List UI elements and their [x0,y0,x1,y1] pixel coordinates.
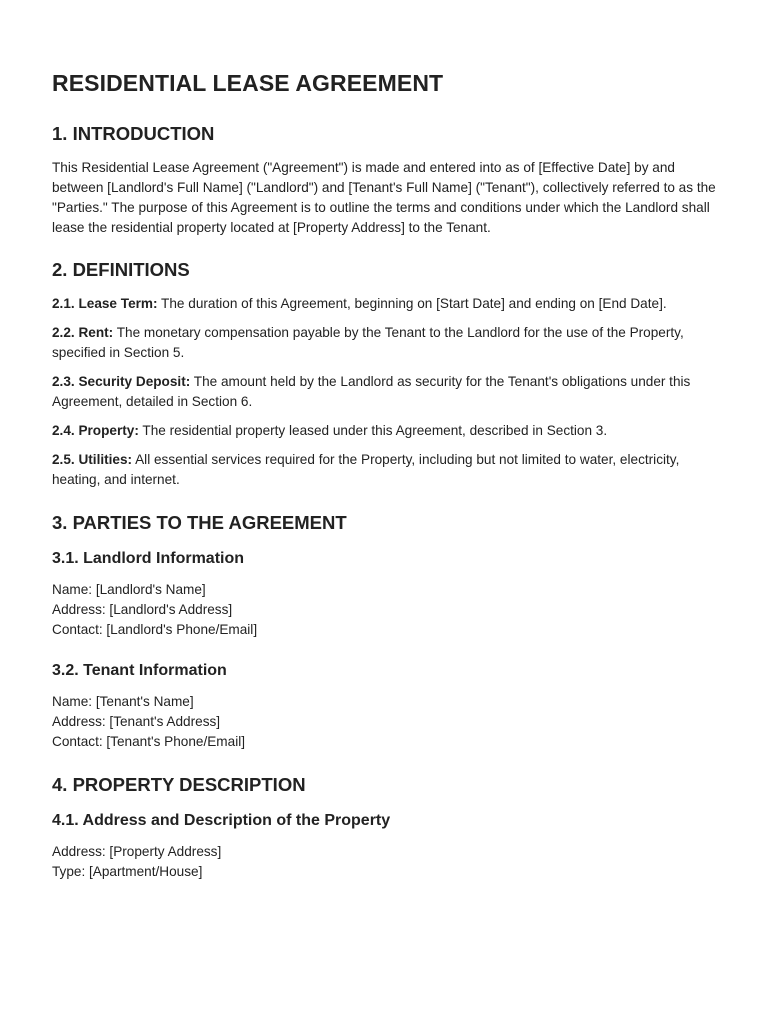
section-heading-property-description: 4. PROPERTY DESCRIPTION [52,774,306,795]
property-type: Type: [Apartment/House] [52,864,203,879]
landlord-address: Address: [Landlord's Address] [52,602,233,617]
tenant-address: Address: [Tenant's Address] [52,714,221,729]
definition-property [52,421,718,441]
definition-text: All essential services required for the Property, including but not limited to water, electricity, heating, and internet. [52,452,680,487]
property-info [52,842,718,882]
subsection-heading-tenant: 3.2. Tenant Information [52,662,227,679]
landlord-contact: Contact: [Landlord's Phone/Email] [52,622,258,637]
definition-rent [52,323,718,363]
definition-text: The duration of this Agreement, beginning on [Start Date] and ending on [End Date]. [157,296,667,311]
definition-text: The residential property leased under this Agreement, described in Section 3. [138,423,608,438]
document-title: RESIDENTIAL LEASE AGREEMENT [52,70,444,96]
tenant-contact: Contact: [Tenant's Phone/Email] [52,734,246,749]
section-heading-parties: 3. PARTIES TO THE AGREEMENT [52,512,347,533]
introduction-paragraph: This Residential Lease Agreement ("Agreement") is made and entered into as of [Effective Date] by and between [Landlord's Full Name] ("Landlord") and [Tenant's Full Name] ("Tenant"), collectively referred to as the "Parties." The purpose of this Agreement is to outline the terms and conditions under which the Landlord shall lease the residential property located at [Property Address] to the Tenant. [52,160,716,235]
property-address: Address: [Property Address] [52,844,222,859]
definition-lease-term [52,294,718,314]
definition-term: 2.5. Utilities: [52,452,133,467]
tenant-info [52,692,718,752]
landlord-name: Name: [Landlord's Name] [52,582,206,597]
definition-term: 2.3. Security Deposit: [52,374,191,389]
definition-text: The monetary compensation payable by the Tenant to the Landlord for the use of the Property, specified in Section 5. [52,325,684,360]
definition-security-deposit [52,372,718,412]
definition-term: 2.1. Lease Term: [52,296,158,311]
subsection-heading-landlord: 3.1. Landlord Information [52,550,245,567]
tenant-name: Name: [Tenant's Name] [52,694,194,709]
definition-term: 2.4. Property: [52,423,139,438]
definition-term: 2.2. Rent: [52,325,114,340]
section-heading-introduction: 1. INTRODUCTION [52,123,215,144]
section-heading-definitions: 2. DEFINITIONS [52,259,190,280]
definition-utilities [52,450,718,490]
definition-text: The amount held by the Landlord as security for the Tenant's obligations under this Agreement, detailed in Section 6. [52,374,691,409]
landlord-info [52,580,718,640]
subsection-heading-property-address: 4.1. Address and Description of the Property [52,812,391,829]
